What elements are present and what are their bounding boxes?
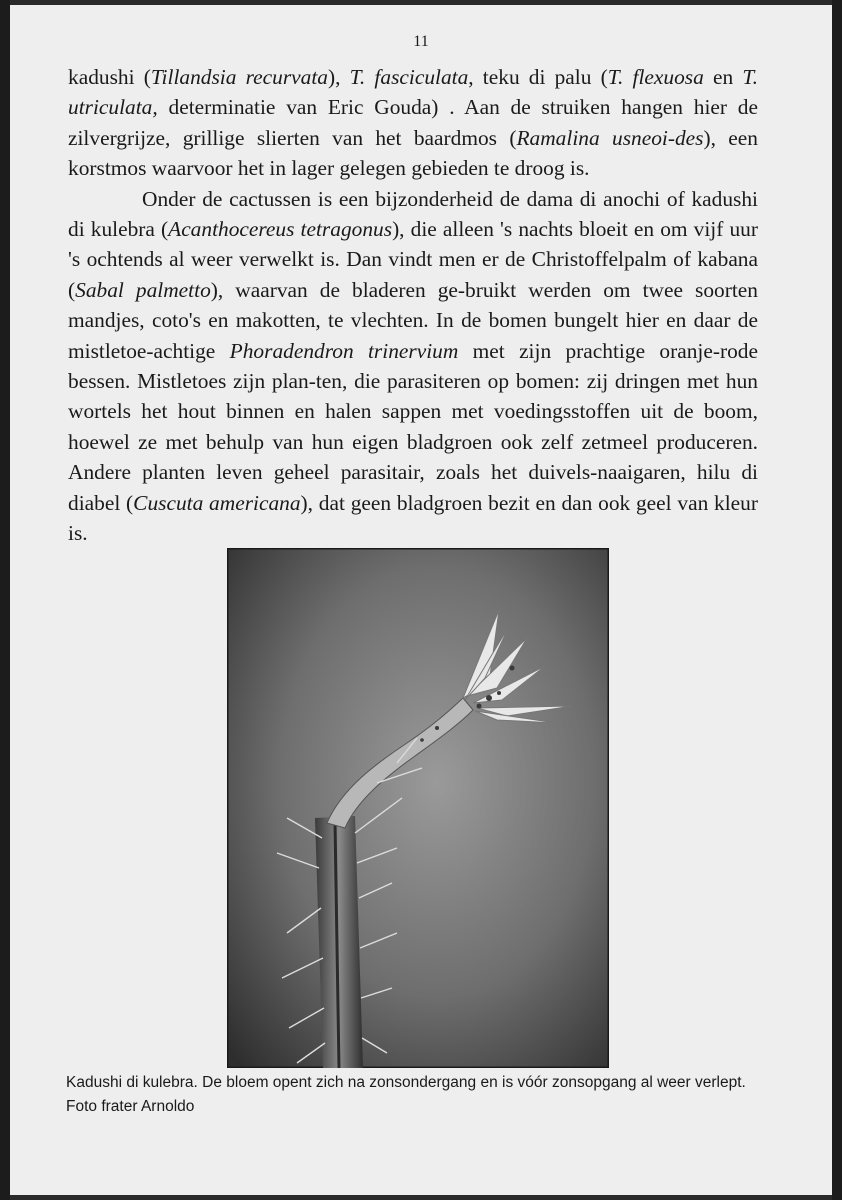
page-number: 11 [413,33,429,50]
text-run: kadushi ( [68,65,151,89]
text-run: en [703,65,743,89]
body-text [68,62,758,549]
italic-term: Cuscuta americana [133,490,301,515]
italic-term: T. flexuosa [607,65,704,89]
text-run: ), die alleen 's nachts bloeit en om vijf uur 's ochtends al weer verwelkt is. Dan vindt men er de Christoffelpalm of kabana ( [68,217,758,302]
text-run: Onder de cactussen is een bijzonderheid de dama di anochi of kadushi di kulebra ( [68,186,758,242]
text-run: ), een korstmos waarvoor het in lager gelegen gebieden te droog is. [68,125,758,181]
cactus-flower-photo [227,548,609,1068]
photo-caption: Kadushi di kulebra. De bloem opent zich na zonsondergang en is vóór zonsopgang al weer verlept. Foto frater Arnoldo [66,1074,746,1115]
scan-right-edge [832,0,842,1200]
paragraph-1 [68,62,758,184]
text-run: , teku di palu ( [468,65,608,89]
italic-term: Sabal palmetto [75,277,211,302]
italic-term: Phoradendron trinervium [229,338,459,363]
text-run: met zijn prachtige oranje-rode bessen. Mistletoes zijn plan-ten, die parasiteren op bomen: zij dringen met hun wortels het hout binnen en halen sappen met voedingsstoffen uit de boom, hoewel ze met behulp van hun eigen bladgroen ook zelf zetmeel produceren. Andere planten leven geheel parasitair, zoals het duivels-naaigaren, hilu di diabel ( [68,338,758,515]
italic-term: Tillandsia recurvata [150,65,328,89]
text-run: ), dat geen bladgroen bezit en dan ook geel van kleur is. [68,490,758,546]
book-page [10,5,832,1195]
italic-term: Ramalina usneoi-des [516,125,704,150]
paragraph-2 [68,184,758,549]
italic-term: T. fasciculata [349,65,469,89]
italic-term: Acanthocereus tetragonus [168,217,393,242]
text-run: determinatie van Eric Gouda) . Aan de struiken hangen hier de zilvergrijze, grillige slierten van het baardmos ( [68,95,758,150]
text-run: ), waarvan de bladeren ge-bruikt werden om twee soorten mandjes, coto's en makotten, te vlechten. In de bomen bungelt hier en daar de mistletoe-achtige [68,277,758,363]
scan-left-edge [0,0,10,1200]
text-run: ), [327,65,350,89]
italic-term: T. utriculata, [68,65,758,120]
